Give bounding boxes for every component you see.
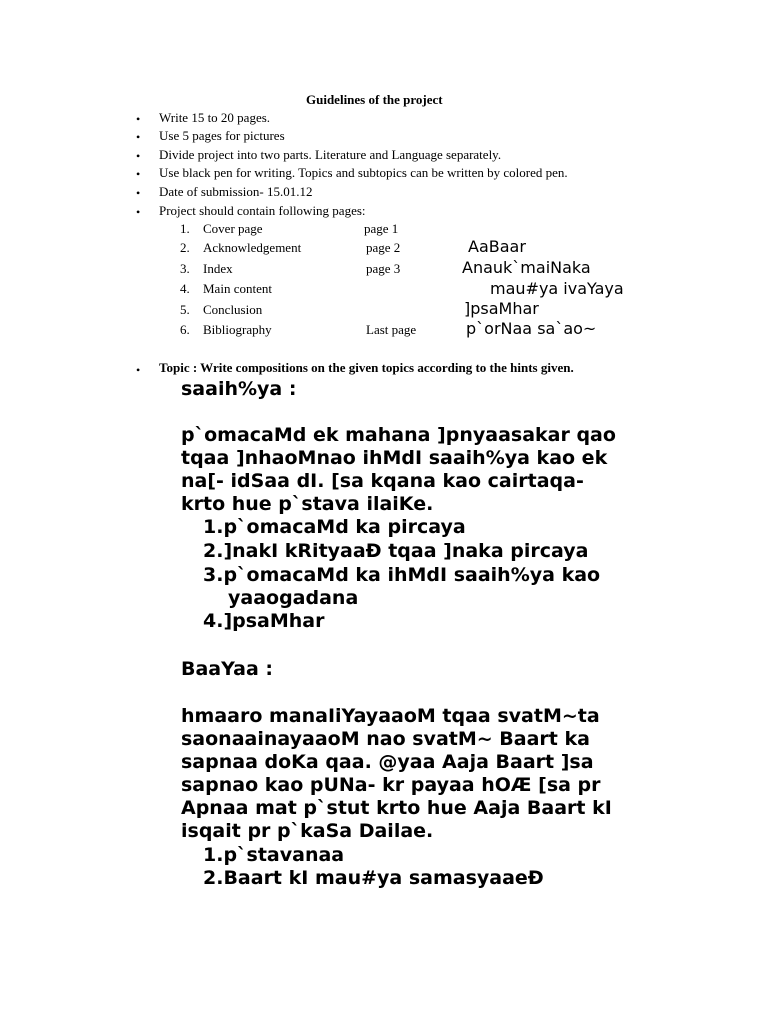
paragraph-line: hmaaro manaIiYayaaoM tqaa svatM~ta (181, 705, 600, 727)
section-heading: saaih%ya : (181, 378, 297, 400)
paragraph-line: tqaa ]nhaoMnao ihMdI saaih%ya kao ek (181, 447, 608, 469)
hint-point: 4.]psaMhar (203, 610, 325, 632)
hint-point: 1.p`stavanaa (203, 844, 345, 866)
page-number: 5. (180, 302, 190, 317)
page-name: Acknowledgement (203, 240, 302, 255)
page-location: Last page (366, 322, 417, 337)
paragraph-line: krto hue p`stava ilaiKe. (181, 493, 434, 515)
guideline-item: Date of submission- 15.01.12 (159, 184, 313, 199)
page-name: Main content (203, 281, 272, 296)
hint-point: 2.]nakI kRityaaÐ tqaa ]naka pircaya (203, 540, 589, 562)
page-name: Cover page (203, 221, 263, 236)
page-location: page 3 (366, 261, 401, 276)
page-hindi-label: p`orNaa sa`ao~ (466, 319, 597, 338)
page-number: 2. (180, 240, 190, 255)
page-hindi-label: AaBaar (468, 237, 526, 256)
paragraph-line: sapnaa doKa qaa. @yaa Aaja Baart ]sa (181, 751, 594, 773)
page-location: page 1 (364, 221, 399, 236)
bullet-dot: • (136, 112, 141, 126)
hint-point: 1.p`omacaMd ka pircaya (203, 516, 466, 538)
hint-point: 2.Baart kI mau#ya samasyaaeÐ (203, 867, 544, 889)
hint-point: 3.p`omacaMd ka ihMdI saaih%ya kao (203, 564, 601, 586)
guideline-item: Use black pen for writing. Topics and subtopics can be written by colored pen. (159, 165, 568, 180)
page-location: page 2 (366, 240, 401, 255)
guideline-item: Write 15 to 20 pages. (159, 110, 271, 125)
guideline-item: Divide project into two parts. Literature and Language separately. (159, 147, 502, 162)
page-name: Index (203, 261, 233, 276)
bullet-dot: • (136, 167, 141, 181)
bullet-dot: • (136, 149, 141, 163)
page-name: Bibliography (203, 322, 272, 337)
paragraph-line: na[- idSaa dI. [sa kqana kao cairtaqa- (181, 470, 584, 492)
guideline-item: Project should contain following pages: (159, 203, 366, 218)
paragraph-line: p`omacaMd ek mahana ]pnyaasakar qao (181, 424, 616, 446)
page-title: Guidelines of the project (306, 92, 443, 107)
page-number: 6. (180, 322, 190, 337)
page-hindi-label: mau#ya ivaYaya (490, 279, 624, 298)
topic-line: Topic : Write compositions on the given topics according to the hints given. (159, 360, 574, 375)
hint-point-continuation: yaaogadana (228, 587, 359, 609)
paragraph-line: saonaainayaaoM nao svatM~ Baart ka (181, 728, 590, 750)
bullet-dot: • (136, 205, 141, 219)
paragraph-line: sapnao kao pUNa- kr payaa hOÆ [sa pr (181, 774, 601, 796)
section-heading: BaaYaa : (181, 658, 273, 680)
page-hindi-label: Anauk`maiNaka (462, 258, 591, 277)
page-number: 1. (180, 221, 190, 236)
page-name: Conclusion (203, 302, 263, 317)
paragraph-line: isqait pr p`kaSa Dailae. (181, 820, 434, 842)
bullet-dot: • (136, 363, 141, 377)
bullet-dot: • (136, 130, 141, 144)
bullet-dot: • (136, 186, 141, 200)
guideline-item: Use 5 pages for pictures (159, 128, 285, 143)
page-number: 3. (180, 261, 190, 276)
page-hindi-label: ]psaMhar (464, 299, 539, 318)
page-number: 4. (180, 281, 190, 296)
paragraph-line: Apnaa mat p`stut krto hue Aaja Baart kI (181, 797, 612, 819)
